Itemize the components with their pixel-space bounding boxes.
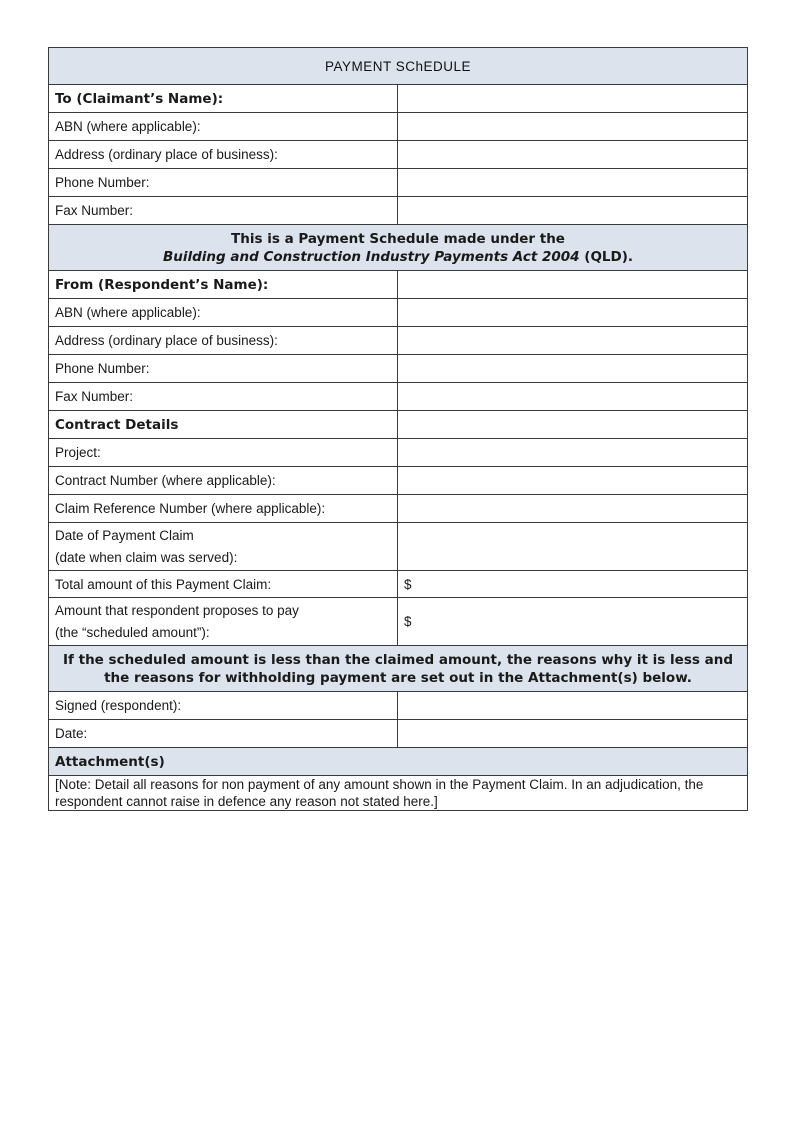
date-field[interactable] — [398, 720, 748, 748]
act-name: Building and Construction Industry Payments Act 2004 — [162, 248, 580, 265]
claimant-fax-label: Fax Number: — [49, 197, 398, 225]
respondent-name-label: From (Respondent’s Name): — [49, 271, 398, 299]
scheduled-amount-label-line1: Amount that respondent proposes to pay — [55, 602, 299, 618]
respondent-fax-field[interactable] — [398, 383, 748, 411]
project-label: Project: — [49, 439, 398, 467]
statutory-note-line1: This is a Payment Schedule made under the — [231, 230, 565, 247]
respondent-abn-label: ABN (where applicable): — [49, 299, 398, 327]
respondent-phone-field[interactable] — [398, 355, 748, 383]
contract-number-field[interactable] — [398, 467, 748, 495]
scheduled-amount-label — [49, 598, 398, 646]
respondent-name-field[interactable] — [398, 271, 748, 299]
respondent-abn-field[interactable] — [398, 299, 748, 327]
contract-number-label: Contract Number (where applicable): — [49, 467, 398, 495]
respondent-fax-label: Fax Number: — [49, 383, 398, 411]
respondent-address-field[interactable] — [398, 327, 748, 355]
claimant-name-field[interactable] — [398, 85, 748, 113]
scheduled-amount-label-line2: (the “scheduled amount”): — [55, 624, 210, 640]
date-of-claim-label-line2: (date when claim was served): — [55, 549, 238, 565]
withholding-note: If the scheduled amount is less than the claimed amount, the reasons why it is less and the reasons for withholding payment are set out in the Attachment(s) below. — [49, 646, 748, 692]
claimant-abn-field[interactable] — [398, 113, 748, 141]
claimant-name-label: To (Claimant’s Name): — [49, 85, 398, 113]
claimant-fax-field[interactable] — [398, 197, 748, 225]
payment-schedule-form — [48, 47, 748, 811]
date-label: Date: — [49, 720, 398, 748]
respondent-address-label: Address (ordinary place of business): — [49, 327, 398, 355]
claimant-phone-label: Phone Number: — [49, 169, 398, 197]
signature-field[interactable] — [398, 692, 748, 720]
attachments-heading: Attachment(s) — [49, 748, 748, 776]
claim-reference-field[interactable] — [398, 495, 748, 523]
signed-label: Signed (respondent): — [49, 692, 398, 720]
scheduled-amount-field[interactable]: $ — [398, 598, 748, 646]
total-amount-field[interactable]: $ — [398, 571, 748, 598]
claimant-phone-field[interactable] — [398, 169, 748, 197]
claimant-abn-label: ABN (where applicable): — [49, 113, 398, 141]
date-of-claim-field[interactable] — [398, 523, 748, 571]
date-of-claim-label-line1: Date of Payment Claim — [55, 527, 194, 543]
claimant-address-label: Address (ordinary place of business): — [49, 141, 398, 169]
date-of-claim-label — [49, 523, 398, 571]
form-title: PAYMENT SChEDULE — [49, 48, 748, 85]
jurisdiction: (QLD). — [579, 248, 634, 265]
contract-details-field[interactable] — [398, 411, 748, 439]
statutory-note — [49, 225, 748, 271]
contract-details-heading: Contract Details — [49, 411, 398, 439]
claimant-address-field[interactable] — [398, 141, 748, 169]
attachments-note[interactable]: [Note: Detail all reasons for non payment of any amount shown in the Payment Claim. In an adjudication, the respondent cannot raise in defence any reason not stated here.] — [49, 776, 748, 811]
total-amount-label: Total amount of this Payment Claim: — [49, 571, 398, 598]
project-field[interactable] — [398, 439, 748, 467]
respondent-phone-label: Phone Number: — [49, 355, 398, 383]
claim-reference-label: Claim Reference Number (where applicable): — [49, 495, 398, 523]
